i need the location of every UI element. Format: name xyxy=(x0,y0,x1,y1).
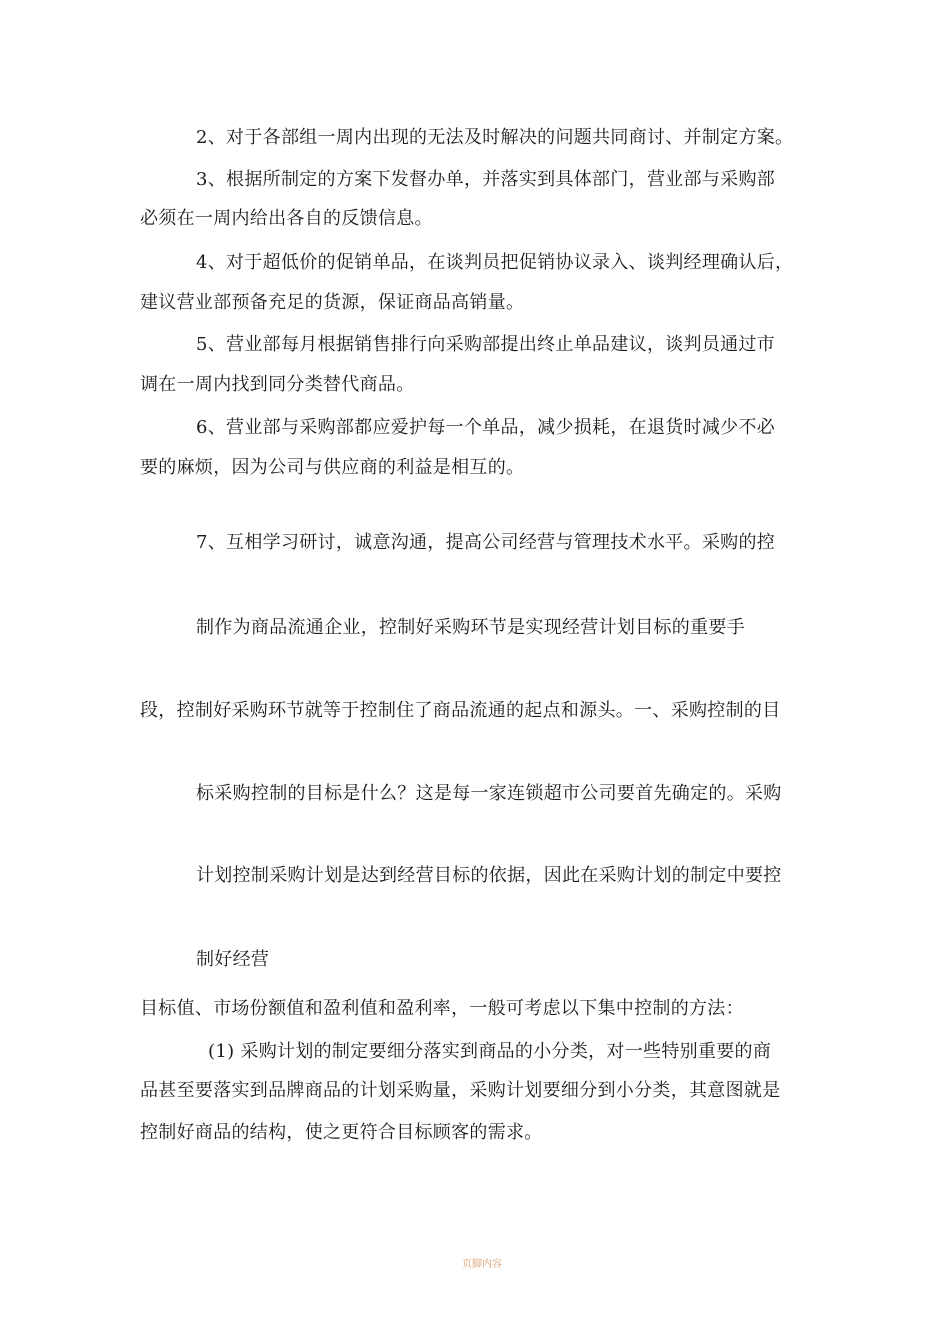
paragraph-line: 3、根据所制定的方案下发督办单，并落实到具体部门，营业部与采购部 xyxy=(196,169,776,190)
paragraph-line: 2、对于各部组一周内出现的无法及时解决的问题共同商讨、并制定方案。 xyxy=(196,127,794,148)
paragraph-line: 要的麻烦，因为公司与供应商的利益是相互的。 xyxy=(140,457,525,478)
paragraph-line: 建议营业部预备充足的货源，保证商品高销量。 xyxy=(140,292,525,313)
paragraph-line: 计划控制采购计划是达到经营目标的依据，因此在采购计划的制定中要控 xyxy=(196,865,782,886)
paragraph-line: 控制好商品的结构，使之更符合目标顾客的需求。 xyxy=(140,1122,543,1143)
paragraph-line: 制好经营 xyxy=(196,949,270,970)
paragraph-line: 目标值、市场份额值和盈利值和盈利率，一般可考虑以下集中控制的方法： xyxy=(140,998,744,1019)
paragraph-line: 品甚至要落实到品牌商品的计划采购量，采购计划要细分到小分类，其意图就是 xyxy=(140,1080,781,1101)
paragraph-line: 4、对于超低价的促销单品，在谈判员把促销协议录入、谈判经理确认后， xyxy=(196,252,794,273)
paragraph-line: 5、营业部每月根据销售排行向采购部提出终止单品建议，谈判员通过市 xyxy=(196,334,776,355)
paragraph-line: 段，控制好采购环节就等于控制住了商品流通的起点和源头。一、采购控制的目 xyxy=(140,700,781,721)
paragraph-line: 调在一周内找到同分类替代商品。 xyxy=(140,374,415,395)
paragraph-line: 标采购控制的目标是什么？这是每一家连锁超市公司要首先确定的。采购 xyxy=(196,783,782,804)
page-footer: 页脚内容 xyxy=(462,1259,502,1270)
paragraph-line: 必须在一周内给出各自的反馈信息。 xyxy=(140,208,433,229)
paragraph-line: 制作为商品流通企业，控制好采购环节是实现经营计划目标的重要手 xyxy=(196,617,745,638)
paragraph-line: (1) 采购计划的制定要细分落实到商品的小分类，对一些特别重要的商 xyxy=(208,1041,772,1062)
paragraph-line: 6、营业部与采购部都应爱护每一个单品，减少损耗，在退货时减少不必 xyxy=(196,417,776,438)
paragraph-line: 7、互相学习研讨，诚意沟通，提高公司经营与管理技术水平。采购的控 xyxy=(196,532,776,553)
